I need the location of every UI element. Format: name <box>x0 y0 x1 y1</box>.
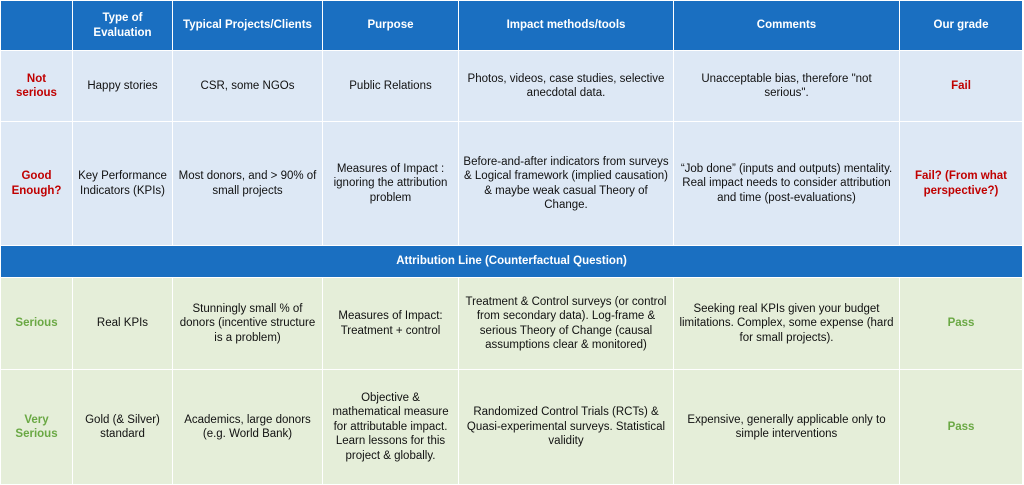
row-grade-cell: Pass <box>900 278 1023 370</box>
header-cell-clients: Typical Projects/Clients <box>173 1 323 51</box>
row-methods-cell: Before-and-after indicators from surveys & Logical framework (implied causation) & maybe weak casual Theory of Change. <box>459 122 674 246</box>
row-type-cell: Key Performance Indicators (KPIs) <box>73 122 173 246</box>
row-comments-cell: “Job done” (inputs and outputs) mentality. Real impact needs to consider attribution and time (post-evaluations) <box>674 122 900 246</box>
row-grade-cell: Fail <box>900 51 1023 122</box>
row-purpose-cell: Public Relations <box>323 51 459 122</box>
table-row-very-serious <box>1 370 1023 485</box>
row-type-cell: Gold (& Silver) standard <box>73 370 173 485</box>
row-purpose-cell: Objective & mathematical measure for attributable impact. Learn lessons for this project & globally. <box>323 370 459 485</box>
header-cell-purpose: Purpose <box>323 1 459 51</box>
header-cell-comments: Comments <box>674 1 900 51</box>
row-level-label: Serious <box>1 278 73 370</box>
table-row-serious <box>1 278 1023 370</box>
header-cell-type: Type of Evaluation <box>73 1 173 51</box>
row-clients-cell: CSR, some NGOs <box>173 51 323 122</box>
row-comments-cell: Expensive, generally applicable only to simple interventions <box>674 370 900 485</box>
row-type-cell: Real KPIs <box>73 278 173 370</box>
attribution-line-label: Attribution Line (Counterfactual Question) <box>1 246 1023 278</box>
header-cell-grade: Our grade <box>900 1 1023 51</box>
row-comments-cell: Seeking real KPIs given your budget limitations. Complex, some expense (hard for small projects). <box>674 278 900 370</box>
row-comments-cell: Unacceptable bias, therefore "not serious". <box>674 51 900 122</box>
attribution-line-row <box>1 246 1023 278</box>
row-clients-cell: Academics, large donors (e.g. World Bank) <box>173 370 323 485</box>
row-clients-cell: Most donors, and > 90% of small projects <box>173 122 323 246</box>
row-methods-cell: Randomized Control Trials (RCTs) & Quasi-experimental surveys. Statistical validity <box>459 370 674 485</box>
row-level-label: Not serious <box>1 51 73 122</box>
header-row <box>1 1 1023 51</box>
row-grade-cell: Fail? (From what perspective?) <box>900 122 1023 246</box>
row-purpose-cell: Measures of Impact : ignoring the attribution problem <box>323 122 459 246</box>
header-cell-level <box>1 1 73 51</box>
table-row-good-enough <box>1 122 1023 246</box>
table-row-not-serious <box>1 51 1023 122</box>
row-level-label: Good Enough? <box>1 122 73 246</box>
row-methods-cell: Photos, videos, case studies, selective anecdotal data. <box>459 51 674 122</box>
row-grade-cell: Pass <box>900 370 1023 485</box>
row-methods-cell: Treatment & Control surveys (or control from secondary data). Log-frame & serious Theory of Change (causal assumptions clear & monitored) <box>459 278 674 370</box>
header-cell-methods: Impact methods/tools <box>459 1 674 51</box>
row-purpose-cell: Measures of Impact: Treatment + control <box>323 278 459 370</box>
row-clients-cell: Stunningly small % of donors (incentive structure is a problem) <box>173 278 323 370</box>
row-type-cell: Happy stories <box>73 51 173 122</box>
row-level-label: Very Serious <box>1 370 73 485</box>
